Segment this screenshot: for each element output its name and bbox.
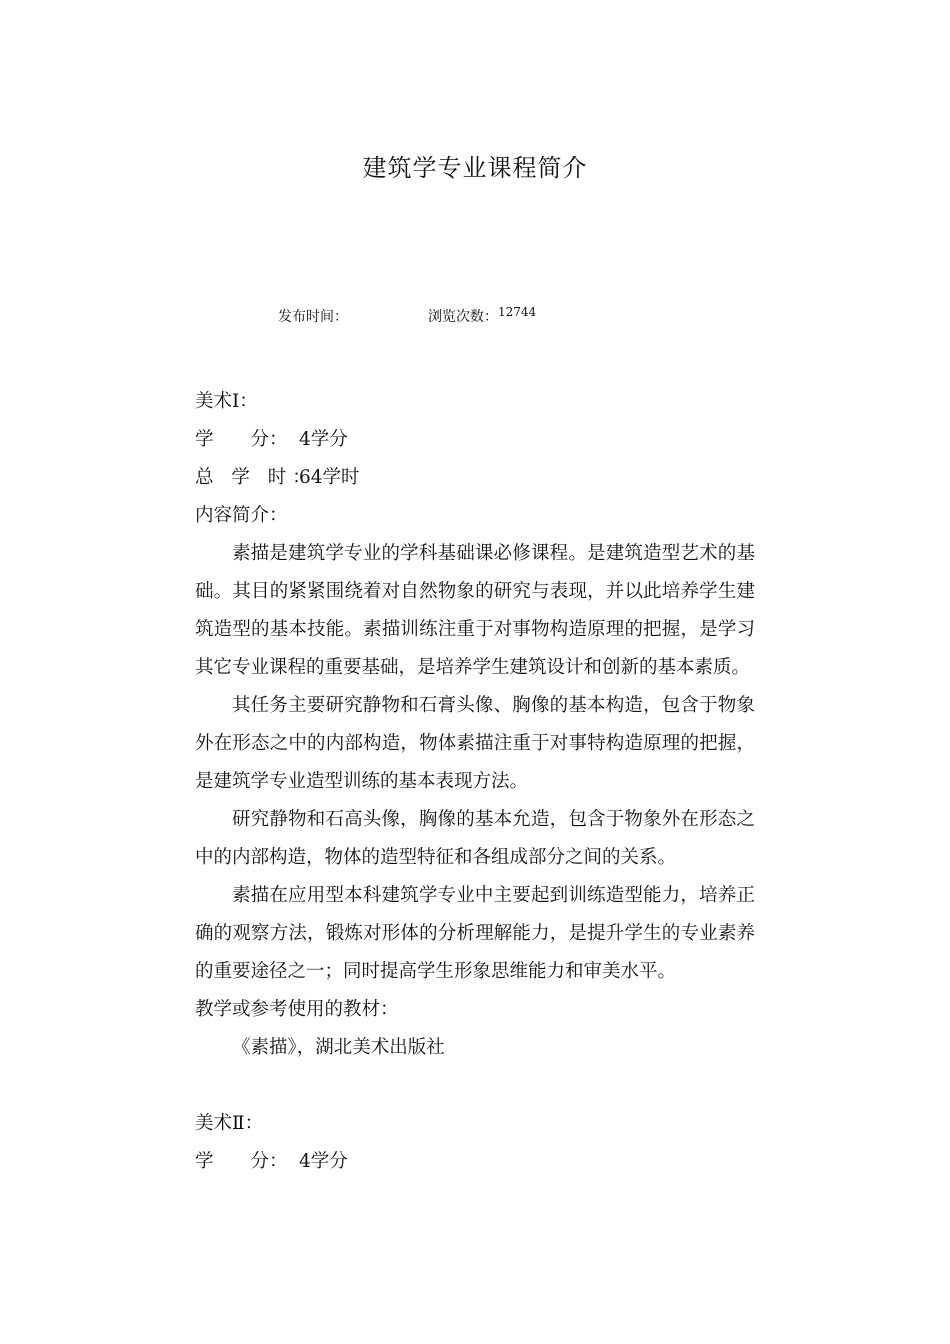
paragraph: 其任务主要研究静物和石膏头像、胸像的基本构造，包含于物象外在形态之中的内部构造，物体素描注重于对事特构造原理的把握，是建筑学专业造型训练的基本表现方法。	[195, 695, 755, 792]
section2-heading: 美术Ⅱ：	[195, 1113, 264, 1134]
intro-label: 内容简介：	[195, 505, 288, 526]
hours-value: 64学时	[299, 467, 360, 488]
view-count	[428, 306, 536, 326]
article-body	[195, 383, 755, 1181]
paragraph: 研究静物和石高头像，胸像的基本允造，包含于物象外在形态之中的内部构造，物体的造型特征和各组成部分之间的关系。	[195, 809, 755, 868]
publish-time	[278, 306, 348, 326]
section1-credits	[195, 421, 755, 459]
credit-value: 4学分	[299, 1151, 348, 1172]
textbook-label: 教学或参考使用的教材：	[195, 999, 399, 1020]
textbook: 《素描》，湖北美术出版社	[232, 1037, 445, 1058]
credit-label: 学 分：	[195, 429, 288, 450]
section-spacer	[195, 1067, 755, 1105]
publish-time-label: 发布时间：	[278, 309, 348, 325]
section1-heading: 美术Ⅰ：	[195, 391, 258, 412]
view-count-label: 浏览次数：	[428, 309, 498, 325]
hours-label: 总 学 时：	[195, 467, 317, 488]
view-count-value: 12744	[498, 305, 537, 319]
page-title: 建筑学专业课程简介	[362, 154, 588, 182]
credit-label: 学 分：	[195, 1151, 288, 1172]
paragraph: 素描是建筑学专业的学科基础课必修课程。是建筑造型艺术的基础。其目的紧紧围绕着对自然物象的研究与表现，并以此培养学生建筑造型的基本技能。素描训练注重于对事物构造原理的把握，是学习其它专业课程的重要基础，是培养学生建筑设计和创新的基本素质。	[195, 543, 755, 678]
paragraph: 素描在应用型本科建筑学专业中主要起到训练造型能力，培养正确的观察方法，锻炼对形体的分析理解能力，是提升学生的专业素养的重要途径之一；同时提高学生形象思维能力和审美水平。	[195, 885, 755, 982]
credit-value: 4学分	[299, 429, 348, 450]
section2-credits	[195, 1143, 755, 1181]
section1-hours	[195, 459, 755, 497]
